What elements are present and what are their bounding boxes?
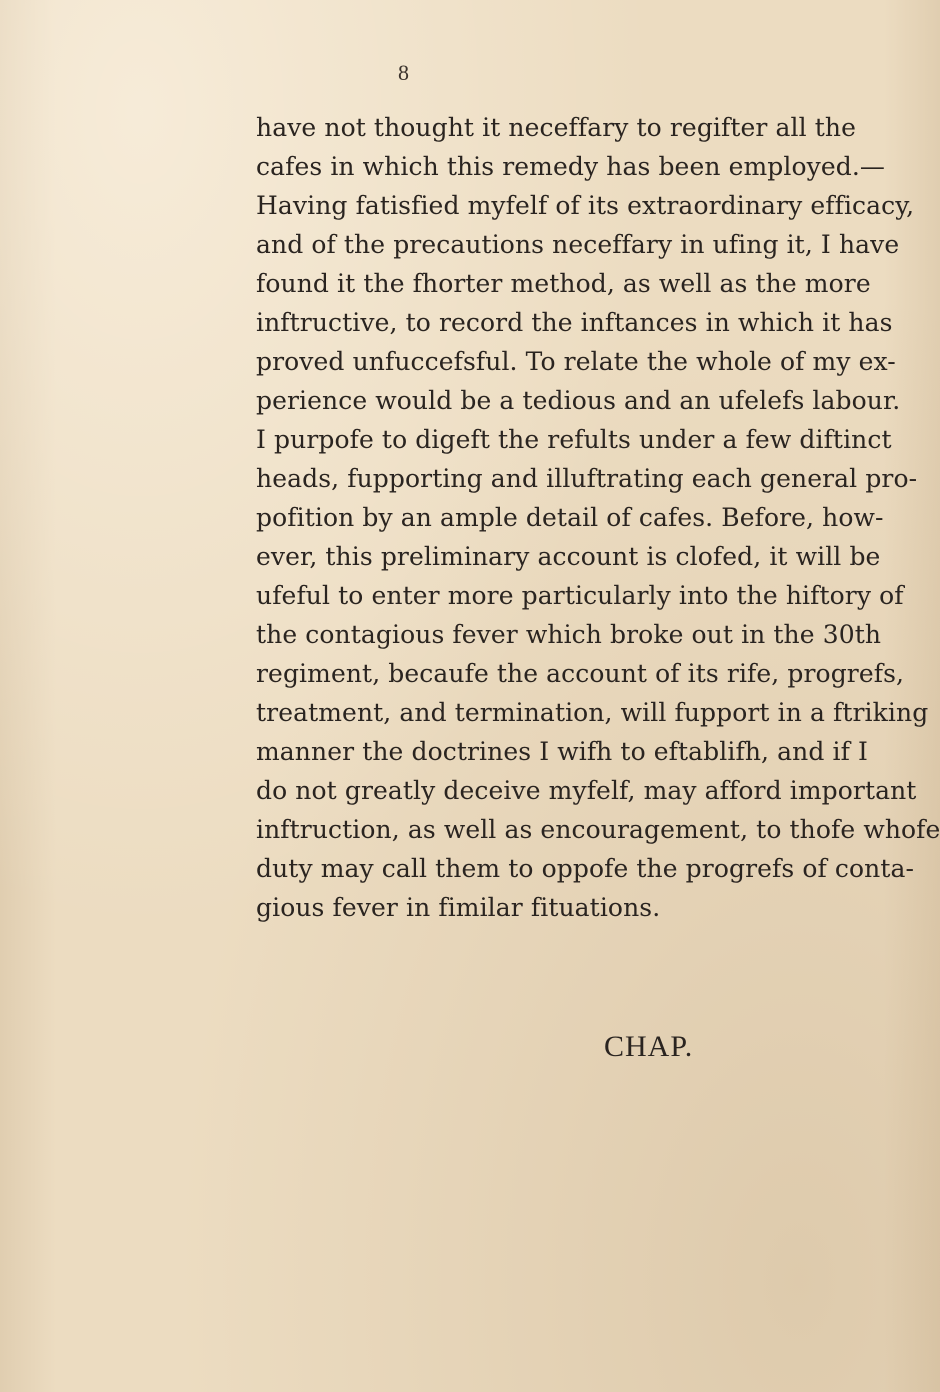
body-text <box>256 108 940 927</box>
text-line: have not thought it neceffary to regifter all the <box>256 113 856 142</box>
text-line: cafes in which this remedy has been employed.— <box>256 152 886 181</box>
text-line: regiment, becaufe the account of its rife, progrefs, <box>256 659 905 688</box>
text-line: treatment, and termination, will fupport in a ftriking <box>256 698 929 727</box>
text-line: pofition by an ample detail of cafes. Before, how- <box>256 503 884 532</box>
text-line: do not greatly deceive myfelf, may afford important <box>256 776 917 805</box>
page-number: 8 <box>398 60 409 85</box>
text-line: Having fatisfied myfelf of its extraordinary efficacy, <box>256 191 915 220</box>
text-line: perience would be a tedious and an ufelefs labour. <box>256 386 901 415</box>
catchword: CHAP. <box>604 1030 694 1063</box>
text-line: and of the precautions neceffary in ufing it, I have <box>256 230 900 259</box>
text-line: heads, fupporting and illuftrating each general pro- <box>256 464 918 493</box>
text-line: ufeful to enter more particularly into the hiftory of <box>256 581 904 610</box>
text-line: proved unfuccefsful. To relate the whole of my ex- <box>256 347 896 376</box>
text-line: I purpofe to digeft the refults under a few diftinct <box>256 425 892 454</box>
text-line: ever, this preliminary account is clofed, it will be <box>256 542 881 571</box>
text-line: inftructive, to record the inftances in which it has <box>256 308 893 337</box>
text-line: gious fever in fimilar fituations. <box>256 893 661 922</box>
text-line: manner the doctrines I wifh to eftablifh, and if I <box>256 737 868 766</box>
text-line: found it the fhorter method, as well as the more <box>256 269 871 298</box>
text-line: duty may call them to oppofe the progrefs of conta- <box>256 854 915 883</box>
text-line: inftruction, as well as encouragement, to thofe whofe <box>256 815 940 844</box>
text-line: the contagious fever which broke out in the 30th <box>256 620 882 649</box>
